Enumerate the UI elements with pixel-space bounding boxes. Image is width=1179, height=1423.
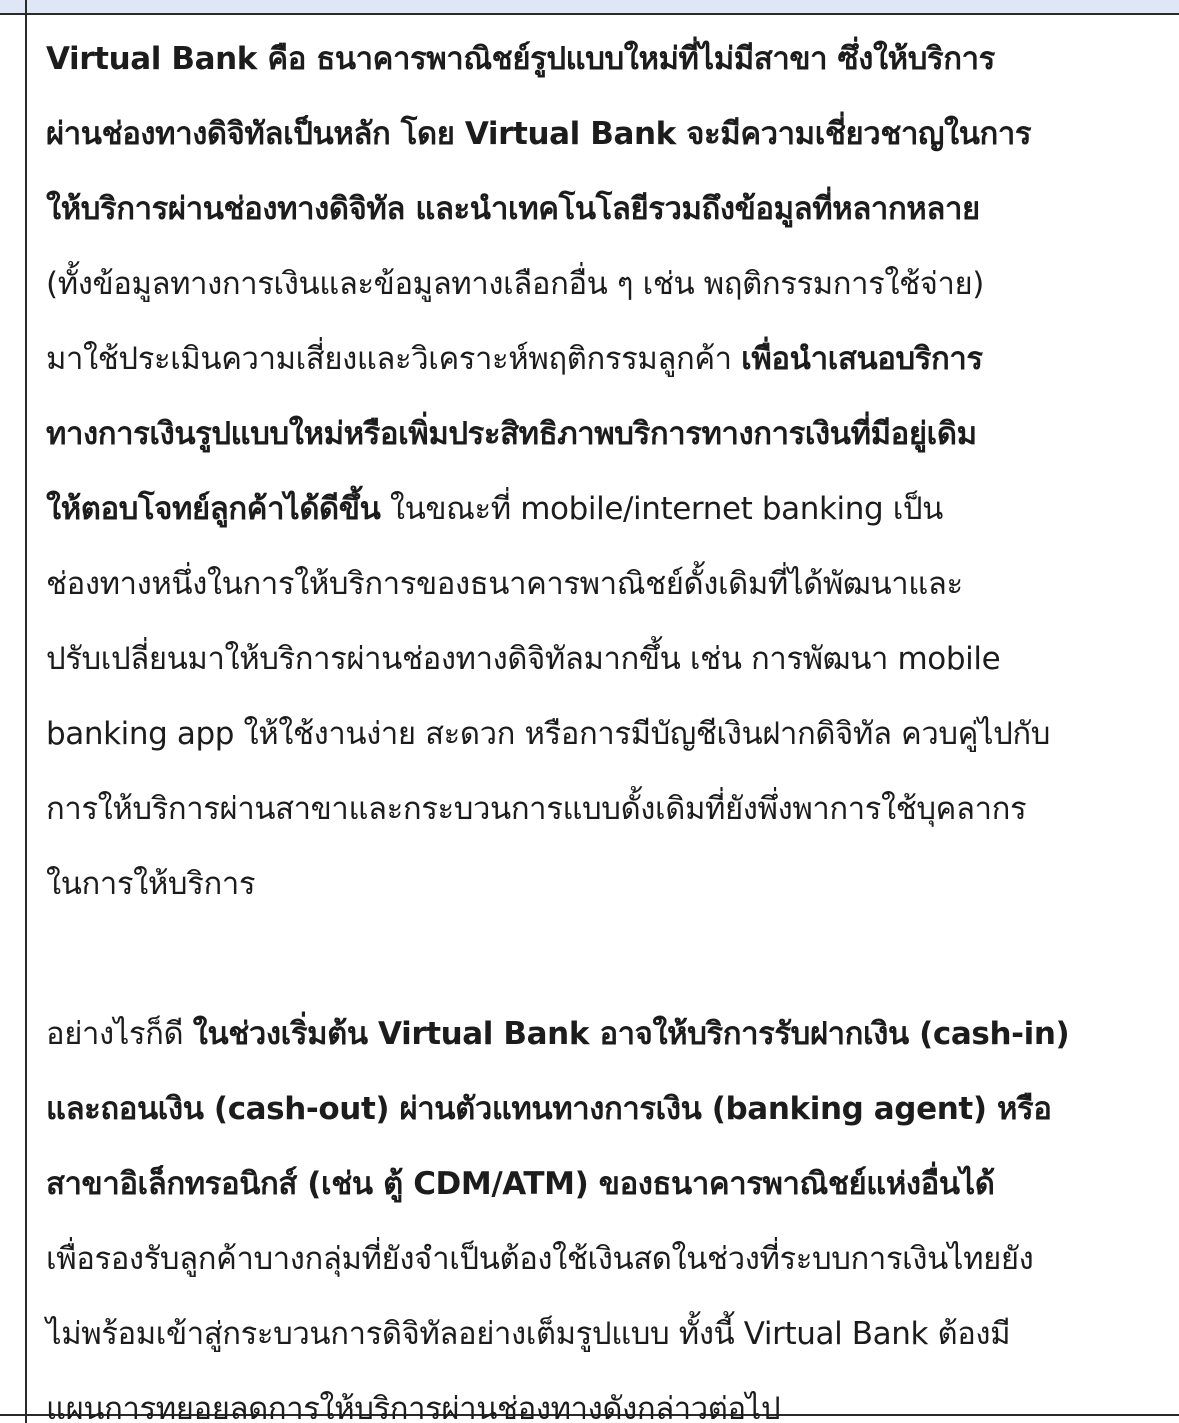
text-line: เพื่อรองรับลูกค้าบางกลุ่มที่ยังจำเป็นต้องใช้เงินสดในช่วงที่ระบบการเงินไทยยัง: [46, 1241, 1034, 1277]
text-line: สาขาอิเล็กทรอนิกส์ (เช่น ตู้ CDM/ATM) ของธนาคารพาณิชย์แห่งอื่นได้: [46, 1166, 995, 1202]
text-line: ผ่านช่องทางดิจิทัลเป็นหลัก โดย Virtual Bank จะมีความเชี่ยวชาญในการ: [46, 116, 1032, 152]
text-line: [46, 472, 1170, 547]
text-line: ช่องทางหนึ่งในการให้บริการของธนาคารพาณิชย์ดั้งเดิมที่ได้พัฒนาและ: [46, 566, 963, 602]
text-line: ทางการเงินรูปแบบใหม่หรือเพิ่มประสิทธิภาพบริการทางการเงินที่มีอยู่เดิม: [46, 416, 977, 452]
text-line: [46, 997, 1170, 1072]
text-line: แผนการทยอยลดการให้บริการผ่านช่องทางดังกล่าวต่อไป: [46, 1391, 781, 1423]
text-run: มาใช้ประเมินความเสี่ยงและวิเคราะห์พฤติกรรมลูกค้า: [46, 341, 742, 377]
text-line: การให้บริการผ่านสาขาและกระบวนการแบบดั้งเดิมที่ยังพึ่งพาการใช้บุคลากร: [46, 791, 1027, 827]
paragraph-cash-services: [46, 997, 1170, 1423]
text-line: banking app ให้ใช้งานง่าย สะดวก หรือการมีบัญชีเงินฝากดิจิทัล ควบคู่ไปกับ: [46, 716, 1051, 752]
text-line: ปรับเปลี่ยนมาให้บริการผ่านช่องทางดิจิทัลมากขึ้น เช่น การพัฒนา mobile: [46, 641, 1001, 677]
text-run-bold: ในช่วงเริ่มต้น Virtual Bank อาจให้บริการรับฝากเงิน (cash-in): [192, 1016, 1070, 1052]
text-line: ให้บริการผ่านช่องทางดิจิทัล และนำเทคโนโลยีรวมถึงข้อมูลที่หลากหลาย: [46, 191, 980, 227]
text-line: ไม่พร้อมเข้าสู่กระบวนการดิจิทัลอย่างเต็มรูปแบบ ทั้งนี้ Virtual Bank ต้องมี: [46, 1316, 1011, 1352]
text-run: อย่างไรก็ดี: [46, 1016, 193, 1052]
text-line: ในการให้บริการ: [46, 866, 256, 902]
text-run-bold: ให้ตอบโจทย์ลูกค้าได้ดีขึ้น: [46, 491, 381, 527]
text-line: และถอนเงิน (cash-out) ผ่านตัวแทนทางการเงิน (banking agent) หรือ: [46, 1091, 1052, 1127]
text-line: (ทั้งข้อมูลทางการเงินและข้อมูลทางเลือกอื่น ๆ เช่น พฤติกรรมการใช้จ่าย): [46, 266, 984, 302]
text-line: Virtual Bank คือ ธนาคารพาณิชย์รูปแบบใหม่ที่ไม่มีสาขา ซึ่งให้บริการ: [46, 41, 995, 77]
text-line: [46, 322, 1170, 397]
text-run-bold: เพื่อนำเสนอบริการ: [741, 341, 983, 377]
paragraph-virtual-bank-definition: [46, 22, 1170, 922]
table-cell-content: [46, 22, 1170, 1423]
text-run: ในขณะที่ mobile/internet banking เป็น: [380, 491, 943, 527]
table-left-border: [25, 0, 27, 1423]
paragraph-spacer: [46, 922, 1170, 997]
table-header-band: [0, 0, 1179, 15]
